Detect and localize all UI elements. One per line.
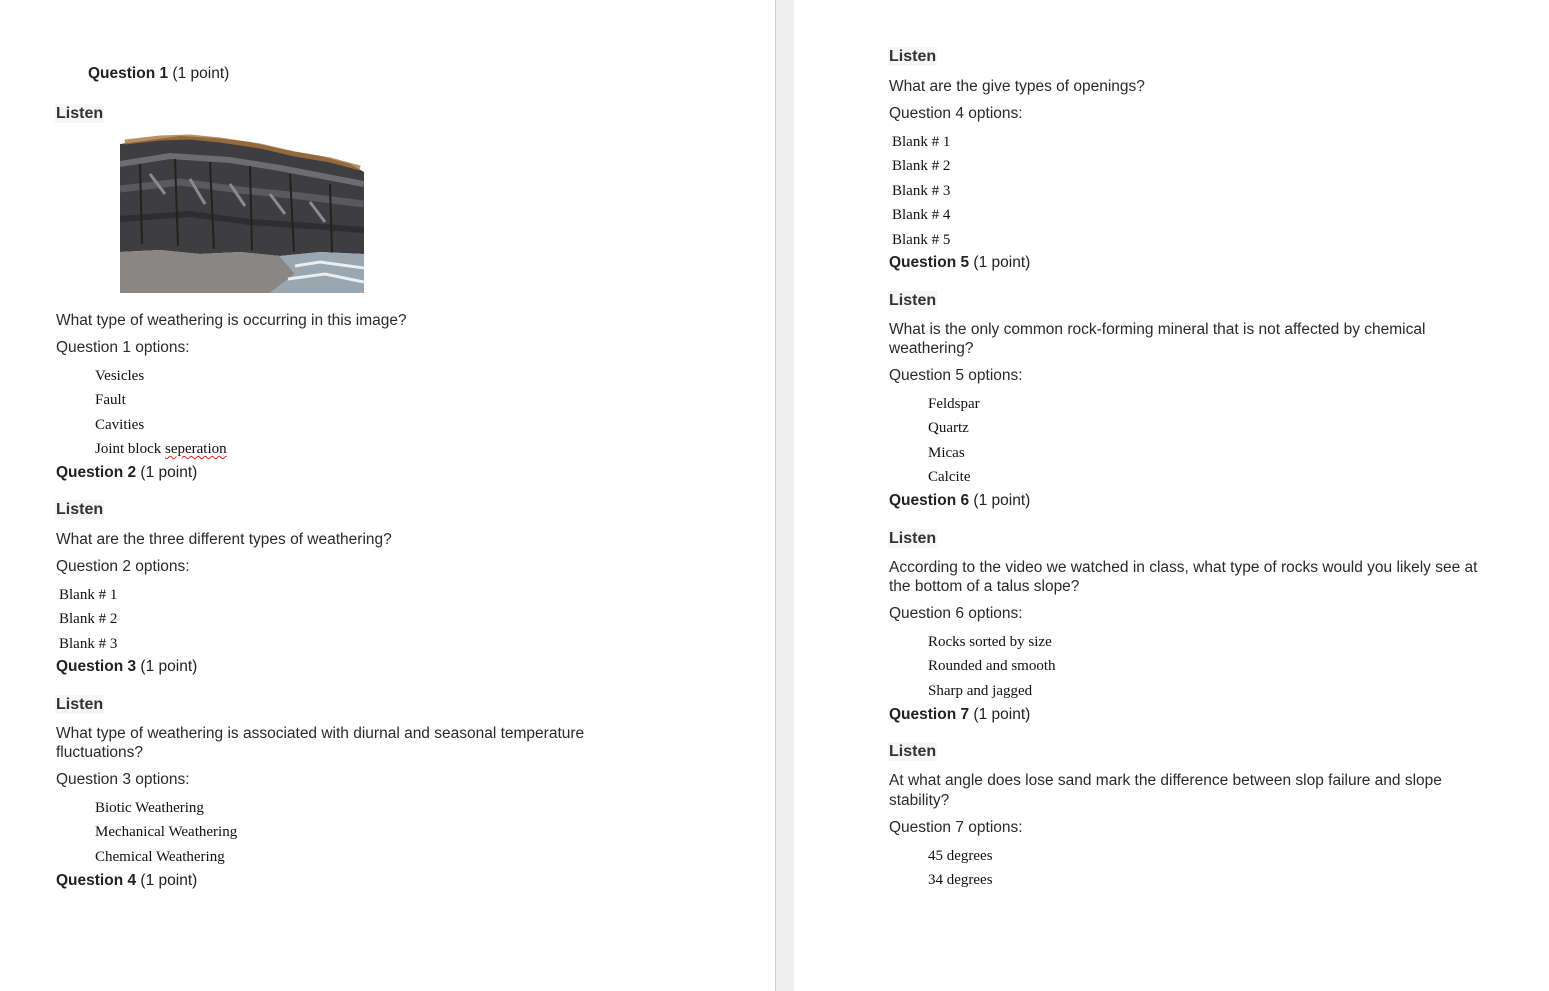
question-3-option[interactable]: Chemical Weathering bbox=[95, 849, 225, 865]
question-6-option[interactable]: Rocks sorted by size bbox=[928, 634, 1052, 650]
misspelled-word: seperation bbox=[165, 441, 227, 457]
question-2-prompt: What are the three different types of weathering? bbox=[56, 531, 392, 548]
question-2-options-label: Question 2 options: bbox=[56, 558, 190, 575]
question-3-points: (1 point) bbox=[140, 658, 198, 675]
question-5-option[interactable]: Micas bbox=[928, 445, 965, 461]
question-2-header bbox=[56, 463, 197, 482]
question-6-points: (1 point) bbox=[973, 492, 1031, 509]
question-7-label: Question 7 bbox=[889, 706, 970, 723]
question-6-prompt-line-2: the bottom of a talus slope? bbox=[889, 578, 1080, 595]
question-6-option[interactable]: Rounded and smooth bbox=[928, 658, 1056, 674]
question-4-options-label: Question 4 options: bbox=[889, 105, 1023, 122]
question-5-prompt-line-1: What is the only common rock-forming mineral that is not affected by chemical bbox=[889, 321, 1426, 338]
question-3-prompt-line-1: What type of weathering is associated with diurnal and seasonal temperature bbox=[56, 725, 585, 742]
question-1-points: (1 point) bbox=[172, 65, 230, 82]
question-1-prompt: What type of weathering is occurring in this image? bbox=[56, 312, 407, 329]
question-6-option[interactable]: Sharp and jagged bbox=[928, 683, 1033, 699]
question-5-option[interactable]: Feldspar bbox=[928, 396, 980, 412]
question-3-option[interactable]: Biotic Weathering bbox=[95, 800, 204, 816]
question-7-points: (1 point) bbox=[973, 706, 1031, 723]
question-5-points: (1 point) bbox=[973, 254, 1031, 271]
listen-button-q1[interactable]: Listen bbox=[56, 105, 104, 122]
question-4-blank[interactable]: Blank # 5 bbox=[892, 232, 951, 248]
question-3-option[interactable]: Mechanical Weathering bbox=[95, 824, 238, 840]
question-2-blank[interactable]: Blank # 2 bbox=[59, 611, 118, 627]
question-1-label: Question 1 bbox=[88, 65, 169, 82]
question-6-label: Question 6 bbox=[889, 492, 970, 509]
listen-button-q5[interactable]: Listen bbox=[889, 292, 937, 309]
question-2-blank[interactable]: Blank # 1 bbox=[59, 587, 118, 603]
listen-button-q4[interactable]: Listen bbox=[889, 48, 937, 65]
question-2-points: (1 point) bbox=[140, 464, 198, 481]
question-4-blank[interactable]: Blank # 1 bbox=[892, 134, 951, 150]
document-page-right bbox=[794, 0, 1549, 991]
question-4-blank[interactable]: Blank # 4 bbox=[892, 207, 951, 223]
question-4-prompt: What are the give types of openings? bbox=[889, 78, 1145, 95]
question-5-header bbox=[889, 253, 1030, 272]
question-4-blank[interactable]: Blank # 2 bbox=[892, 158, 951, 174]
question-6-options-label: Question 6 options: bbox=[889, 605, 1023, 622]
question-7-option[interactable]: 45 degrees bbox=[928, 848, 993, 864]
question-4-header bbox=[56, 871, 197, 890]
listen-button-q6[interactable]: Listen bbox=[889, 530, 937, 547]
question-7-option[interactable]: 34 degrees bbox=[928, 872, 993, 888]
question-6-prompt-line-1: According to the video we watched in class, what type of rocks would you likely see at bbox=[889, 559, 1478, 576]
question-3-header bbox=[56, 657, 197, 676]
question-5-options-label: Question 5 options: bbox=[889, 367, 1023, 384]
question-3-prompt-line-2: fluctuations? bbox=[56, 744, 144, 761]
listen-button-q3[interactable]: Listen bbox=[56, 696, 104, 713]
coastal-rock-image bbox=[120, 134, 364, 293]
question-6-header bbox=[889, 491, 1030, 510]
question-4-points: (1 point) bbox=[140, 872, 198, 889]
question-2-blank[interactable]: Blank # 3 bbox=[59, 636, 118, 652]
question-1-option[interactable] bbox=[95, 440, 227, 459]
question-1-header bbox=[88, 64, 229, 83]
question-4-label: Question 4 bbox=[56, 872, 137, 889]
question-3-options-label: Question 3 options: bbox=[56, 771, 190, 788]
listen-button-q7[interactable]: Listen bbox=[889, 743, 937, 760]
question-4-blank[interactable]: Blank # 3 bbox=[892, 183, 951, 199]
question-7-prompt-line-1: At what angle does lose sand mark the difference between slop failure and slope bbox=[889, 772, 1442, 789]
question-2-label: Question 2 bbox=[56, 464, 137, 481]
question-5-prompt-line-2: weathering? bbox=[889, 340, 974, 357]
page-gutter bbox=[775, 0, 795, 991]
option-text: Joint block bbox=[95, 441, 162, 457]
question-7-options-label: Question 7 options: bbox=[889, 819, 1023, 836]
question-1-option[interactable]: Fault bbox=[95, 392, 126, 408]
question-5-option[interactable]: Quartz bbox=[928, 420, 969, 436]
question-7-prompt-line-2: stability? bbox=[889, 792, 950, 809]
question-3-label: Question 3 bbox=[56, 658, 137, 675]
listen-button-q2[interactable]: Listen bbox=[56, 501, 104, 518]
question-5-option[interactable]: Calcite bbox=[928, 469, 971, 485]
question-1-option[interactable]: Cavities bbox=[95, 417, 145, 433]
question-7-header bbox=[889, 705, 1030, 724]
question-1-options-label: Question 1 options: bbox=[56, 339, 190, 356]
question-1-option[interactable]: Vesicles bbox=[95, 368, 145, 384]
question-5-label: Question 5 bbox=[889, 254, 970, 271]
